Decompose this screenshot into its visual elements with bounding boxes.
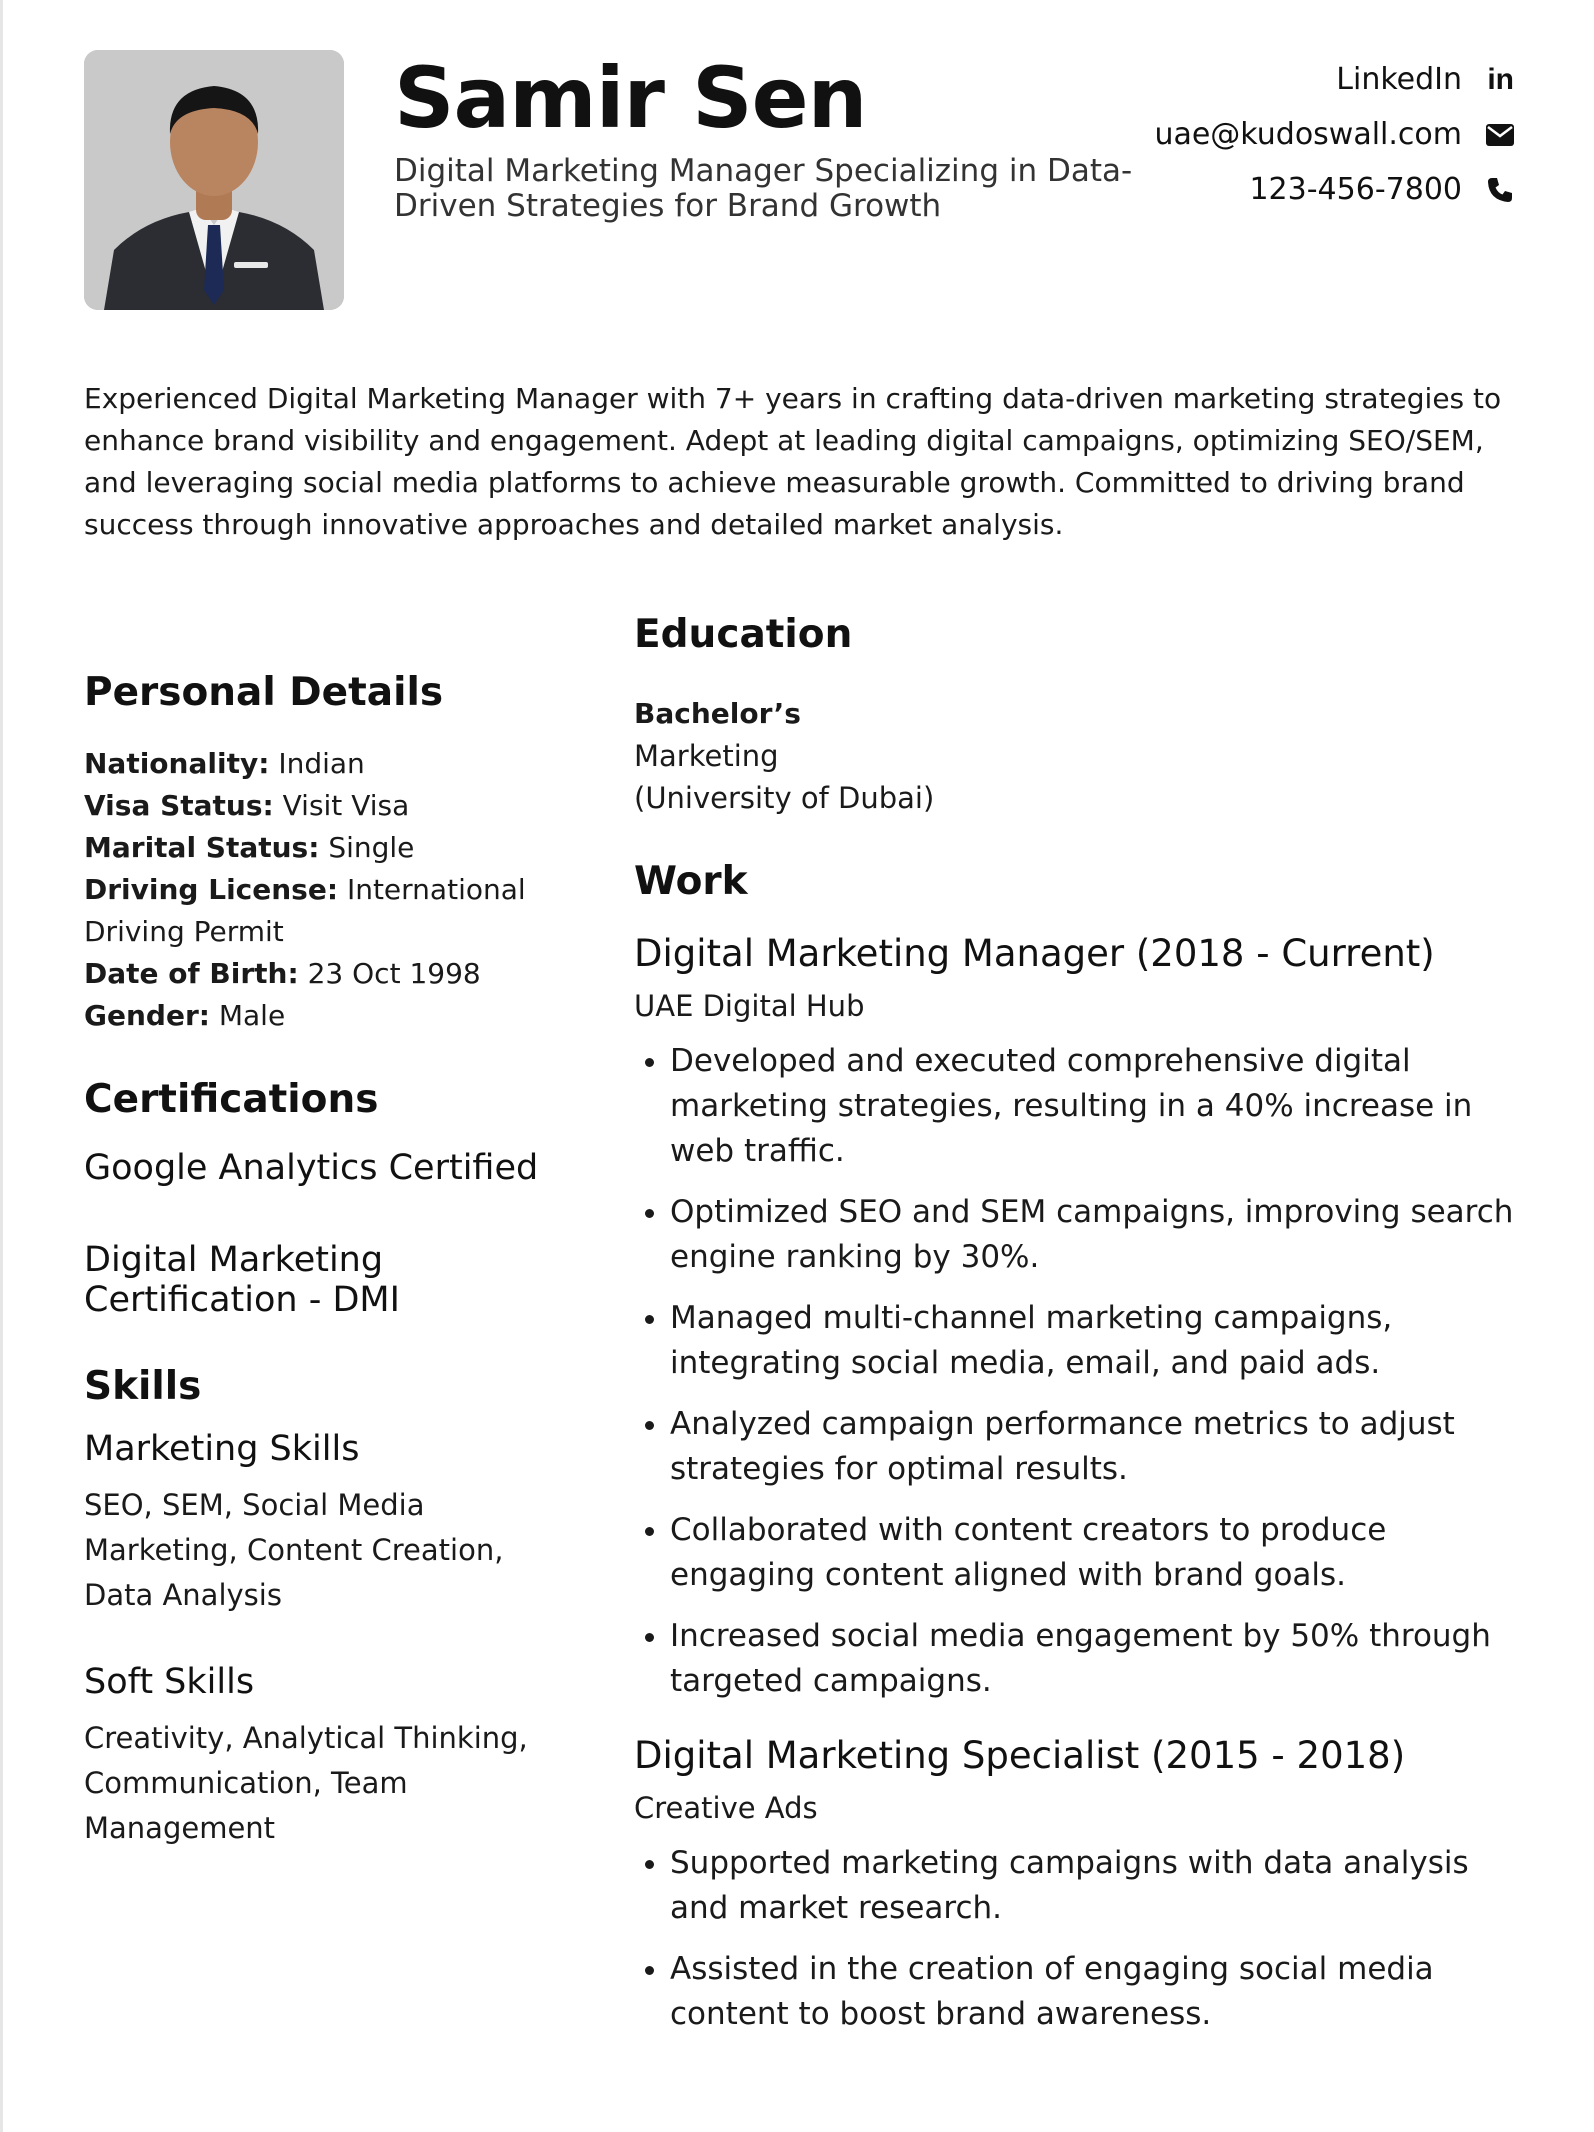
detail-label: Visa Status: bbox=[84, 789, 274, 822]
contact-email[interactable] bbox=[1154, 107, 1514, 162]
list-item: • Increased social media engagement by 50% through targeted campaigns. bbox=[670, 1614, 1514, 1704]
detail-value: Single bbox=[328, 831, 415, 864]
list-item bbox=[84, 953, 554, 995]
school: (University of Dubai) bbox=[634, 781, 935, 815]
skill-group-title: Soft Skills bbox=[84, 1662, 255, 1702]
contact-linkedin[interactable] bbox=[1154, 52, 1514, 107]
detail-value: Male bbox=[218, 999, 286, 1032]
list-item bbox=[84, 785, 554, 827]
person-portrait-icon bbox=[84, 50, 344, 310]
list-item: • Developed and executed comprehensive digital marketing strategies, resulting in a 40% increase in web traffic. bbox=[670, 1039, 1514, 1174]
skill-group-title: Marketing Skills bbox=[84, 1429, 360, 1469]
detail-label: Date of Birth: bbox=[84, 957, 299, 990]
skill-group-text: Creativity, Analytical Thinking, Communication, Team Management bbox=[84, 1721, 528, 1845]
detail-value: International Driving Permit bbox=[84, 873, 526, 948]
profile-photo bbox=[84, 50, 344, 310]
degree: Bachelor’s bbox=[634, 697, 801, 730]
list-item bbox=[84, 743, 554, 785]
professional-summary: Experienced Digital Marketing Manager with 7+ years in crafting data-driven marketing strategies to enhance brand visibility and engagement. Adept at leading digital campaigns, optimizing SEO/SEM, and leveraging social media platforms to achieve measurable growth. Committed to driving brand success through innovative approaches and detailed market analysis. bbox=[84, 382, 1502, 541]
personal-details-list bbox=[84, 743, 554, 1037]
right-column bbox=[634, 612, 1514, 2053]
candidate-name: Samir Sen bbox=[394, 49, 867, 147]
contact-label: uae@kudoswall.com bbox=[1154, 117, 1462, 152]
detail-label: Marital Status: bbox=[84, 831, 320, 864]
certifications-heading: Certifications bbox=[84, 1077, 379, 1122]
list-item: • Collaborated with content creators to produce engaging content aligned with brand goals. bbox=[670, 1508, 1514, 1598]
certification-item: Google Analytics Certified bbox=[84, 1148, 539, 1188]
job-title: Digital Marketing Specialist (2015 - 2018) bbox=[634, 1734, 1406, 1777]
left-column bbox=[84, 670, 554, 1851]
job-bullets bbox=[634, 1841, 1514, 2037]
contact-label: LinkedIn bbox=[1336, 62, 1462, 97]
personal-details-heading: Personal Details bbox=[84, 670, 444, 715]
job-title: Digital Marketing Manager (2018 - Current) bbox=[634, 932, 1435, 975]
page-edge bbox=[0, 0, 3, 2132]
contact-label: 123-456-7800 bbox=[1249, 172, 1462, 207]
company-name: UAE Digital Hub bbox=[634, 989, 865, 1023]
detail-label: Driving License: bbox=[84, 873, 339, 906]
list-item bbox=[84, 827, 554, 869]
detail-value: Visit Visa bbox=[282, 789, 410, 822]
field-of-study: Marketing bbox=[634, 739, 779, 773]
list-item: • Managed multi-channel marketing campaigns, integrating social media, email, and paid ads. bbox=[670, 1296, 1514, 1386]
contact-phone[interactable] bbox=[1154, 162, 1514, 217]
detail-value: Indian bbox=[278, 747, 365, 780]
contact-list bbox=[1154, 52, 1514, 217]
skill-group-text: SEO, SEM, Social Media Marketing, Content Creation, Data Analysis bbox=[84, 1488, 504, 1612]
candidate-title: Digital Marketing Manager Specializing in Data-Driven Strategies for Brand Growth bbox=[394, 153, 1133, 224]
company-name: Creative Ads bbox=[634, 1791, 818, 1825]
detail-value: 23 Oct 1998 bbox=[307, 957, 481, 990]
detail-label: Gender: bbox=[84, 999, 210, 1032]
list-item bbox=[84, 995, 554, 1037]
envelope-icon bbox=[1474, 124, 1514, 146]
job-bullets bbox=[634, 1039, 1514, 1704]
phone-icon bbox=[1474, 176, 1514, 204]
linkedin-icon: in bbox=[1487, 62, 1514, 96]
resume-header bbox=[84, 50, 1514, 310]
list-item: • Supported marketing campaigns with data analysis and market research. bbox=[670, 1841, 1514, 1931]
education-heading: Education bbox=[634, 612, 853, 657]
work-heading: Work bbox=[634, 859, 748, 904]
list-item bbox=[84, 869, 554, 953]
certification-item: Digital Marketing Certification - DMI bbox=[84, 1240, 400, 1320]
list-item: • Assisted in the creation of engaging social media content to boost brand awareness. bbox=[670, 1947, 1514, 2037]
list-item: • Optimized SEO and SEM campaigns, improving search engine ranking by 30%. bbox=[670, 1190, 1514, 1280]
skills-heading: Skills bbox=[84, 1364, 202, 1409]
education-entry bbox=[634, 693, 1514, 819]
detail-label: Nationality: bbox=[84, 747, 270, 780]
list-item: • Analyzed campaign performance metrics to adjust strategies for optimal results. bbox=[670, 1402, 1514, 1492]
